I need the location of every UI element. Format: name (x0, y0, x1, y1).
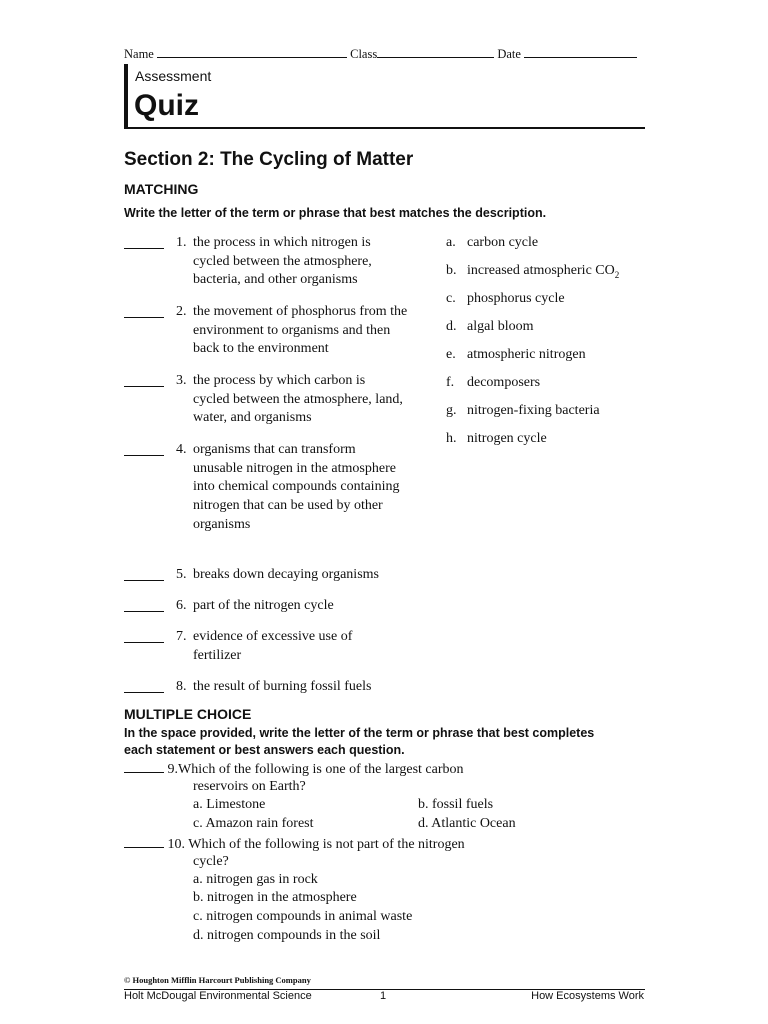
matching-item-1 (124, 234, 424, 290)
answer-blank[interactable] (124, 234, 164, 249)
q10-choice-d[interactable]: d. nitrogen compounds in the soil (193, 928, 381, 943)
q10-choice-b[interactable]: b. nitrogen in the atmosphere (193, 890, 357, 905)
option-e: e. atmospheric nitrogen (446, 347, 586, 362)
item-number: 1. (176, 235, 187, 250)
page-number: 1 (380, 990, 387, 1002)
copyright: © Houghton Mifflin Harcourt Publishing Company (124, 975, 311, 985)
option-b: b. increased atmospheric $CO_2$ (446, 263, 620, 280)
question-10-line-2: cycle? (193, 854, 229, 869)
matching-item-8 (124, 678, 424, 697)
footer-left: Holt McDougal Environmental Science (124, 990, 312, 1002)
banner-kicker: Assessment (135, 68, 212, 84)
answer-blank[interactable] (124, 628, 164, 643)
q9-choice-a[interactable]: a. Limestone (193, 797, 266, 812)
answer-blank[interactable] (124, 597, 164, 612)
item-text: breaks down decaying organisms (193, 567, 379, 582)
matching-item-7 (124, 628, 424, 665)
option-c: c. phosphorus cycle (446, 291, 565, 306)
matching-item-4 (124, 441, 424, 535)
item-text: the process by which carbon is cycled between the atmosphere, land, water, and organisms (193, 373, 403, 426)
item-number: 6. (176, 598, 187, 613)
item-text: part of the nitrogen cycle (193, 598, 334, 613)
item-number: 4. (176, 442, 187, 457)
answer-blank[interactable] (124, 834, 164, 848)
class-label: Class (350, 47, 378, 61)
name-row (124, 45, 637, 62)
matching-heading: MATCHING (124, 181, 199, 197)
answer-blank[interactable] (124, 566, 164, 581)
answer-blank[interactable] (124, 678, 164, 693)
question-text: 10. Which of the following is not part of the nitrogen (167, 837, 465, 852)
matching-item-5 (124, 566, 424, 585)
section-title: Section 2: The Cycling of Matter (124, 149, 414, 170)
q9-choice-d[interactable]: d. Atlantic Ocean (418, 816, 516, 831)
item-number: 5. (176, 567, 187, 582)
question-10 (124, 834, 465, 855)
option-a: a. carbon cycle (446, 235, 539, 250)
q10-choice-a[interactable]: a. nitrogen gas in rock (193, 872, 318, 887)
matching-item-6 (124, 597, 424, 616)
question-9 (124, 759, 464, 780)
class-field[interactable] (377, 45, 494, 58)
question-text: 9.Which of the following is one of the largest carbon (167, 762, 464, 777)
name-label: Name (124, 47, 154, 61)
item-number: 3. (176, 373, 187, 388)
item-text: organisms that can transform unusable nitrogen in the atmosphere into chemical compounds containing nitrogen that can be used by other organisms (193, 442, 400, 532)
option-h: h. nitrogen cycle (446, 431, 547, 446)
option-g: g. nitrogen-fixing bacteria (446, 403, 600, 418)
item-number: 2. (176, 304, 187, 319)
footer-right: How Ecosystems Work (531, 990, 644, 1002)
matching-item-3 (124, 372, 424, 428)
option-d: d. algal bloom (446, 319, 534, 334)
answer-blank[interactable] (124, 441, 164, 456)
banner-bar (124, 64, 128, 128)
banner-rule (124, 127, 645, 129)
date-label: Date (497, 47, 521, 61)
item-text: the movement of phosphorus from the environment to organisms and then back to the environment (193, 304, 408, 357)
date-field[interactable] (524, 45, 637, 58)
matching-instructions: Write the letter of the term or phrase that best matches the description. (124, 206, 547, 220)
answer-blank[interactable] (124, 303, 164, 318)
answer-blank[interactable] (124, 372, 164, 387)
matching-item-2 (124, 303, 424, 359)
page-title: Quiz (134, 89, 199, 122)
item-text: the process in which nitrogen is cycled between the atmosphere, bacteria, and other organisms (193, 235, 372, 288)
question-9-line-2: reservoirs on Earth? (193, 779, 306, 794)
multiple-choice-instructions-2: each statement or best answers each question. (124, 743, 405, 757)
item-number: 7. (176, 629, 187, 644)
name-field[interactable] (157, 45, 347, 58)
answer-blank[interactable] (124, 759, 164, 773)
option-f: f. decomposers (446, 375, 541, 390)
q10-choice-c[interactable]: c. nitrogen compounds in animal waste (193, 909, 413, 924)
item-text: the result of burning fossil fuels (193, 679, 372, 694)
item-text: evidence of excessive use of fertilizer (193, 629, 353, 663)
multiple-choice-heading: MULTIPLE CHOICE (124, 706, 252, 722)
q9-choice-c[interactable]: c. Amazon rain forest (193, 816, 314, 831)
multiple-choice-instructions-1: In the space provided, write the letter of the term or phrase that best completes (124, 726, 595, 740)
item-number: 8. (176, 679, 187, 694)
q9-choice-b[interactable]: b. fossil fuels (418, 797, 494, 812)
